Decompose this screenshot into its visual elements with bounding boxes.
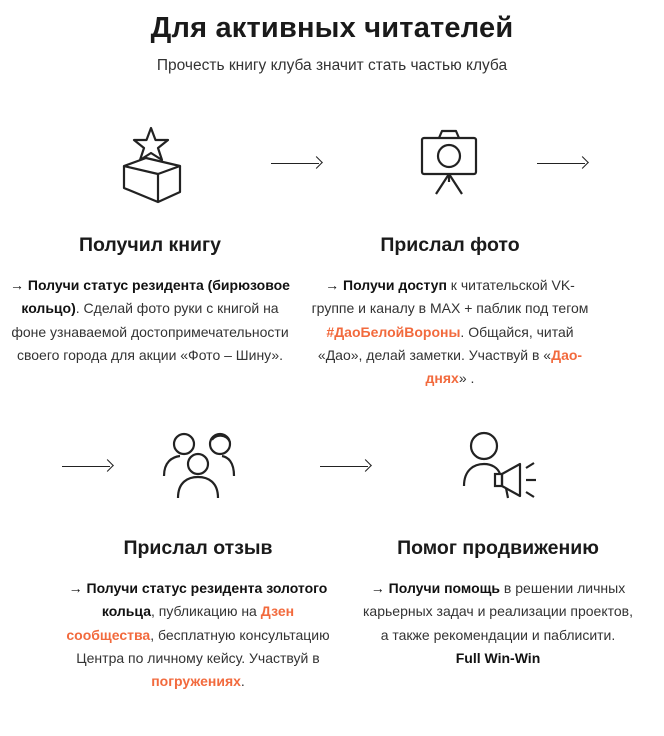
step-1-title: Получил книгу (78, 234, 222, 256)
step-2-title: Прислал фото (380, 234, 520, 256)
footer-slogan: Full Win-Win (455, 649, 541, 666)
arrow-right-icon (271, 156, 321, 170)
dao-days-link[interactable]: Дао-днях (425, 346, 583, 387)
camera-tripod-icon (420, 128, 478, 196)
immersions-link[interactable]: погружениях (151, 673, 241, 690)
step-3-title: Прислал отзыв (123, 537, 273, 559)
page-subtitle: Прочесть книгу клуба значит стать частью клуба (156, 57, 508, 74)
dzen-link[interactable]: Дзен сообщества (66, 603, 295, 643)
box-star-icon (118, 126, 186, 204)
arrow-right-icon (537, 156, 587, 170)
person-megaphone-icon (462, 430, 540, 502)
people-group-icon (160, 430, 238, 500)
step-4-title: Помог продвижению (397, 537, 599, 559)
step-2-description: → Получи доступ к читательской VK-группе и каналу в MAX + паблик под тегом #ДаоБелойВороны. Общайся, читай «Дао», делай заметки. Участвуй в «Дао-днях» . (311, 277, 589, 387)
step-3-description: → Получи статус резидента золотого кольца, публикацию на Дзен сообщества, бесплатную консультацию Центра по личному кейсу. Участвуй в погружениях. (66, 580, 330, 690)
arrow-right-icon (62, 459, 112, 473)
arrow-right-icon (320, 459, 370, 473)
step-1-description: → Получи статус резидента (бирюзовое кольцо). Сделай фото руки с книгой на фоне узнаваемой достопримечательности своего города для акции «Фото – Шину». (10, 277, 290, 363)
step-4-description: → Получи помощь в решении личных карьерных задач и реализации проектов, а также рекомендации и паблисити. Full Win-Win (363, 580, 633, 666)
hashtag-link[interactable]: #ДаоБелойВороны (326, 323, 461, 340)
page-title: Для активных читателей (150, 12, 514, 44)
